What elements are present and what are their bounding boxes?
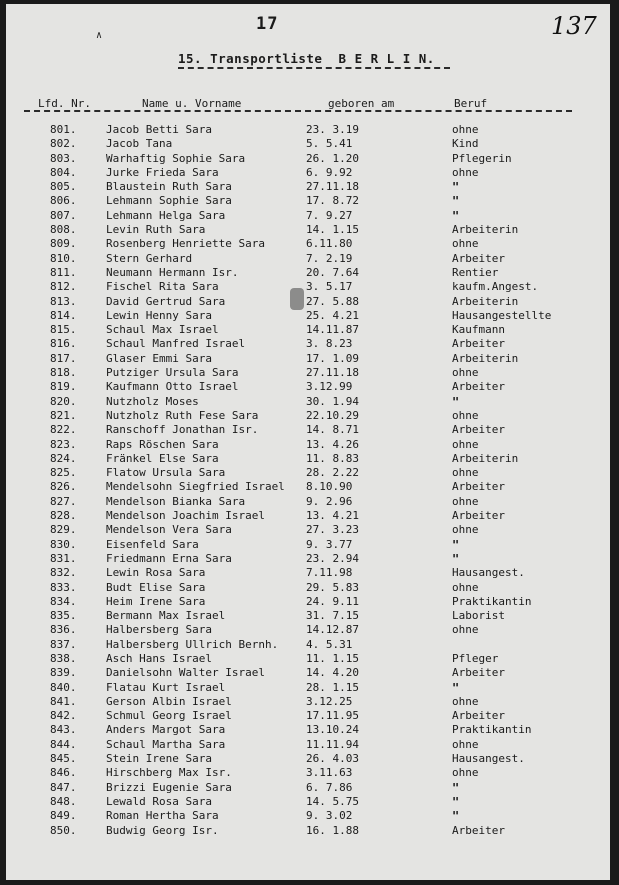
list-row	[6, 566, 610, 580]
birth-date: 17.11.95	[306, 709, 359, 723]
birth-date: 11.11.94	[306, 737, 359, 751]
row-number: 848.	[50, 794, 77, 808]
row-number: 836.	[50, 623, 77, 637]
list-row	[6, 466, 610, 480]
occupation: Arbeiter	[452, 337, 505, 351]
person-name: Nutzholz Moses	[106, 394, 199, 408]
row-number: 830.	[50, 537, 77, 551]
list-row	[6, 438, 610, 452]
page-number: 17	[256, 14, 279, 34]
occupation: Arbeiterin	[452, 451, 519, 465]
occupation: ohne	[452, 523, 479, 537]
list-row	[6, 309, 610, 323]
row-number: 839.	[50, 666, 77, 680]
birth-date: 28. 2.22	[306, 466, 359, 480]
list-row	[6, 523, 610, 537]
birth-date: 28. 1.15	[306, 680, 359, 694]
person-name: Gerson Albin Israel	[106, 694, 232, 708]
row-number: 847.	[50, 780, 77, 794]
birth-date: 3. 8.23	[306, 337, 353, 351]
row-number: 807.	[50, 208, 77, 222]
row-number: 834.	[50, 594, 77, 608]
birth-date: 24. 9.11	[306, 594, 359, 608]
person-name: Schmul Georg Israel	[106, 709, 232, 723]
birth-date: 17. 8.72	[306, 194, 359, 208]
birth-date: 27. 5.88	[306, 294, 359, 308]
person-name: Lewin Rosa Sara	[106, 566, 206, 580]
list-row	[6, 295, 610, 309]
person-name: Mendelson Vera Sara	[106, 523, 232, 537]
list-row	[6, 209, 610, 223]
birth-date: 14.12.87	[306, 623, 359, 637]
row-number: 840.	[50, 680, 77, 694]
list-row	[6, 166, 610, 180]
birth-date: 23. 3.19	[306, 123, 359, 136]
row-number: 801.	[50, 123, 77, 136]
person-name: Raps Röschen Sara	[106, 437, 219, 451]
row-number: 808.	[50, 223, 77, 237]
birth-date: 14.11.87	[306, 323, 359, 337]
header-born: geboren am	[328, 97, 395, 110]
row-number: 845.	[50, 752, 77, 766]
list-row	[6, 223, 610, 237]
row-number: 850.	[50, 823, 77, 837]
person-name: Ranschoff Jonathan Isr.	[106, 423, 259, 437]
list-row	[6, 237, 610, 251]
row-number: 810.	[50, 251, 77, 265]
birth-date: 7. 2.19	[306, 251, 353, 265]
row-number: 832.	[50, 566, 77, 580]
person-name: Schaul Max Israel	[106, 323, 219, 337]
row-number: 809.	[50, 237, 77, 251]
birth-date: 9. 2.96	[306, 494, 353, 508]
occupation: Arbeiter	[452, 251, 505, 265]
occupation: "	[452, 208, 460, 223]
birth-date: 4. 5.31	[306, 637, 353, 651]
list-row	[6, 509, 610, 523]
birth-date: 3.11.63	[306, 766, 353, 780]
birth-date: 3. 5.17	[306, 280, 353, 294]
birth-date: 6. 7.86	[306, 780, 353, 794]
person-name: Lehmann Sophie Sara	[106, 194, 232, 208]
occupation: Laborist	[452, 609, 505, 623]
row-number: 837.	[50, 637, 77, 651]
occupation: Pfleger	[452, 651, 499, 665]
row-number: 817.	[50, 351, 77, 365]
birth-date: 16. 1.88	[306, 823, 359, 837]
list-row	[6, 266, 610, 280]
person-name: Asch Hans Israel	[106, 651, 212, 665]
person-name: Jacob Betti Sara	[106, 123, 212, 136]
row-number: 828.	[50, 509, 77, 523]
person-name: Glaser Emmi Sara	[106, 351, 212, 365]
person-name: David Gertrud Sara	[106, 294, 226, 308]
occupation: kaufm.Angest.	[452, 280, 539, 294]
row-number: 842.	[50, 709, 77, 723]
birth-date: 29. 5.83	[306, 580, 359, 594]
person-name: Schaul Martha Sara	[106, 737, 226, 751]
list-row	[6, 495, 610, 509]
birth-date: 9. 3.77	[306, 537, 353, 551]
list-row	[6, 709, 610, 723]
list-row	[6, 752, 610, 766]
occupation: Arbeiterin	[452, 223, 519, 237]
row-number: 829.	[50, 523, 77, 537]
occupation: Arbeiter	[452, 509, 505, 523]
occupation: "	[452, 680, 460, 695]
occupation: Hausangest.	[452, 752, 525, 766]
person-name: Bermann Max Israel	[106, 609, 226, 623]
occupation: Kind	[452, 137, 479, 151]
list-row	[6, 766, 610, 780]
occupation: Hausangestellte	[452, 308, 552, 322]
person-name: Hirschberg Max Isr.	[106, 766, 232, 780]
birth-date: 31. 7.15	[306, 609, 359, 623]
occupation: ohne	[452, 623, 479, 637]
list-row	[6, 380, 610, 394]
row-number: 815.	[50, 323, 77, 337]
list-row	[6, 681, 610, 695]
row-number: 825.	[50, 466, 77, 480]
list-row	[6, 652, 610, 666]
person-name: Rosenberg Henriette Sara	[106, 237, 265, 251]
person-name: Blaustein Ruth Sara	[106, 180, 232, 194]
list-row	[6, 180, 610, 194]
person-name: Lewin Henny Sara	[106, 308, 212, 322]
row-number: 835.	[50, 609, 77, 623]
occupation: ohne	[452, 580, 479, 594]
birth-date: 3.12.99	[306, 380, 353, 394]
person-name: Neumann Hermann Isr.	[106, 265, 239, 279]
person-name: Flatow Ursula Sara	[106, 466, 226, 480]
row-number: 805.	[50, 180, 77, 194]
list-row	[6, 137, 610, 151]
birth-date: 9. 3.02	[306, 809, 353, 823]
person-name: Jurke Frieda Sara	[106, 165, 219, 179]
birth-date: 20. 7.64	[306, 265, 359, 279]
title-underline	[178, 67, 450, 69]
person-name: Heim Irene Sara	[106, 594, 206, 608]
row-number: 818.	[50, 366, 77, 380]
person-name: Kaufmann Otto Israel	[106, 380, 239, 394]
person-name: Budwig Georg Isr.	[106, 823, 219, 837]
person-name: Mendelsohn Siegfried Israel	[106, 480, 285, 494]
row-number: 814.	[50, 308, 77, 322]
list-row	[6, 595, 610, 609]
list-row	[6, 252, 610, 266]
occupation: ohne	[452, 694, 479, 708]
birth-date: 27. 3.23	[306, 523, 359, 537]
birth-date: 11. 1.15	[306, 651, 359, 665]
list-row	[6, 280, 610, 294]
person-name: Warhaftig Sophie Sara	[106, 151, 246, 165]
row-number: 816.	[50, 337, 77, 351]
list-row	[6, 695, 610, 709]
list-row	[6, 824, 610, 838]
occupation: "	[452, 809, 460, 824]
row-number: 827.	[50, 494, 77, 508]
person-name: Budt Elise Sara	[106, 580, 206, 594]
header-job: Beruf	[454, 97, 488, 110]
row-number: 831.	[50, 551, 77, 565]
row-number: 826.	[50, 480, 77, 494]
row-number: 849.	[50, 809, 77, 823]
list-row	[6, 666, 610, 680]
birth-date: 3.12.25	[306, 694, 353, 708]
row-number: 806.	[50, 194, 77, 208]
person-name: Levin Ruth Sara	[106, 223, 206, 237]
row-number: 802.	[50, 137, 77, 151]
person-name: Stein Irene Sara	[106, 752, 212, 766]
birth-date: 5. 5.41	[306, 137, 353, 151]
occupation: Arbeiter	[452, 423, 505, 437]
list-row	[6, 337, 610, 351]
birth-date: 17. 1.09	[306, 351, 359, 365]
occupation: ohne	[452, 123, 479, 136]
list-row	[6, 781, 610, 795]
birth-date: 30. 1.94	[306, 394, 359, 408]
row-number: 841.	[50, 694, 77, 708]
person-name: Eisenfeld Sara	[106, 537, 199, 551]
list-row	[6, 452, 610, 466]
birth-date: 14. 4.20	[306, 666, 359, 680]
occupation: "	[452, 394, 460, 409]
birth-date: 14. 1.15	[306, 223, 359, 237]
person-name: Danielsohn Walter Israel	[106, 666, 265, 680]
header-nr: Lfd. Nr.	[38, 97, 91, 110]
list-row	[6, 738, 610, 752]
row-number: 811.	[50, 265, 77, 279]
occupation: ohne	[452, 737, 479, 751]
occupation: Arbeiterin	[452, 294, 519, 308]
birth-date: 8.10.90	[306, 480, 353, 494]
person-name: Stern Gerhard	[106, 251, 193, 265]
row-number: 823.	[50, 437, 77, 451]
row-number: 819.	[50, 380, 77, 394]
row-number: 821.	[50, 408, 77, 422]
occupation: "	[452, 194, 460, 209]
header-name: Name u. Vorname	[142, 97, 242, 110]
list-row	[6, 352, 610, 366]
occupation: Rentier	[452, 265, 499, 279]
list-row	[6, 366, 610, 380]
occupation: "	[452, 794, 460, 809]
person-name: Lewald Rosa Sara	[106, 794, 212, 808]
list-row	[6, 152, 610, 166]
row-number: 843.	[50, 723, 77, 737]
person-name: Schaul Manfred Israel	[106, 337, 246, 351]
occupation: Kaufmann	[452, 323, 505, 337]
row-number: 804.	[50, 165, 77, 179]
list-row	[6, 538, 610, 552]
row-number: 838.	[50, 651, 77, 665]
person-name: Anders Margot Sara	[106, 723, 226, 737]
occupation: "	[452, 780, 460, 795]
person-name: Brizzi Eugenie Sara	[106, 780, 232, 794]
row-number: 833.	[50, 580, 77, 594]
birth-date: 14. 5.75	[306, 794, 359, 808]
occupation: Pflegerin	[452, 151, 512, 165]
occupation: ohne	[452, 466, 479, 480]
birth-date: 7. 9.27	[306, 208, 353, 222]
occupation: ohne	[452, 237, 479, 251]
occupation: ohne	[452, 494, 479, 508]
row-number: 824.	[50, 451, 77, 465]
occupation: "	[452, 551, 460, 566]
birth-date: 26. 1.20	[306, 151, 359, 165]
person-name: Roman Hertha Sara	[106, 809, 219, 823]
row-number: 822.	[50, 423, 77, 437]
row-number: 844.	[50, 737, 77, 751]
person-name: Halbersberg Sara	[106, 623, 212, 637]
person-name: Friedmann Erna Sara	[106, 551, 232, 565]
list-row	[6, 323, 610, 337]
birth-date: 6. 9.92	[306, 165, 353, 179]
birth-date: 14. 8.71	[306, 423, 359, 437]
transport-list	[6, 123, 610, 838]
person-name: Fränkel Else Sara	[106, 451, 219, 465]
row-number: 812.	[50, 280, 77, 294]
occupation: ohne	[452, 437, 479, 451]
document-title: 15. Transportliste B E R L I N.	[178, 51, 435, 66]
occupation: Praktikantin	[452, 723, 532, 737]
occupation: ohne	[452, 165, 479, 179]
list-row	[6, 623, 610, 637]
occupation: ohne	[452, 408, 479, 422]
occupation: Praktikantin	[452, 594, 532, 608]
person-name: Mendelson Bianka Sara	[106, 494, 246, 508]
birth-date: 13. 4.21	[306, 509, 359, 523]
row-number: 820.	[50, 394, 77, 408]
list-row	[6, 552, 610, 566]
archive-number: 137	[551, 12, 597, 40]
person-name: Nutzholz Ruth Fese Sara	[106, 408, 259, 422]
occupation: Arbeiter	[452, 480, 505, 494]
person-name: Flatau Kurt Israel	[106, 680, 226, 694]
row-number: 846.	[50, 766, 77, 780]
occupation: ohne	[452, 366, 479, 380]
margin-mark: ∧	[96, 30, 103, 41]
person-name: Halbersberg Ullrich Bernh.	[106, 637, 279, 651]
birth-date: 27.11.18	[306, 366, 359, 380]
birth-date: 26. 4.03	[306, 752, 359, 766]
occupation: "	[452, 180, 460, 195]
occupation: ohne	[452, 766, 479, 780]
occupation: Arbeiter	[452, 666, 505, 680]
list-row	[6, 723, 610, 737]
person-name: Mendelson Joachim Israel	[106, 509, 265, 523]
list-row	[6, 609, 610, 623]
occupation: Arbeiter	[452, 823, 505, 837]
person-name: Fischel Rita Sara	[106, 280, 219, 294]
person-name: Jacob Tana	[106, 137, 173, 151]
occupation: "	[452, 537, 460, 552]
birth-date: 27.11.18	[306, 180, 359, 194]
birth-date: 22.10.29	[306, 408, 359, 422]
row-number: 803.	[50, 151, 77, 165]
list-row	[6, 395, 610, 409]
list-row	[6, 809, 610, 823]
list-row	[6, 194, 610, 208]
person-name: Lehmann Helga Sara	[106, 208, 226, 222]
occupation: Arbeiter	[452, 709, 505, 723]
person-name: Putziger Ursula Sara	[106, 366, 239, 380]
birth-date: 25. 4.21	[306, 308, 359, 322]
list-row	[6, 581, 610, 595]
list-row	[6, 795, 610, 809]
document-page	[6, 4, 610, 880]
birth-date: 13.10.24	[306, 723, 359, 737]
list-row	[6, 423, 610, 437]
list-row	[6, 480, 610, 494]
birth-date: 13. 4.26	[306, 437, 359, 451]
list-row	[6, 123, 610, 137]
birth-date: 23. 2.94	[306, 551, 359, 565]
occupation: Hausangest.	[452, 566, 525, 580]
header-underline	[24, 110, 572, 112]
birth-date: 6.11.80	[306, 237, 353, 251]
list-row	[6, 409, 610, 423]
birth-date: 7.11.98	[306, 566, 353, 580]
occupation: Arbeiterin	[452, 351, 519, 365]
list-row	[6, 638, 610, 652]
row-number: 813.	[50, 294, 77, 308]
occupation: Arbeiter	[452, 380, 505, 394]
birth-date: 11. 8.83	[306, 451, 359, 465]
